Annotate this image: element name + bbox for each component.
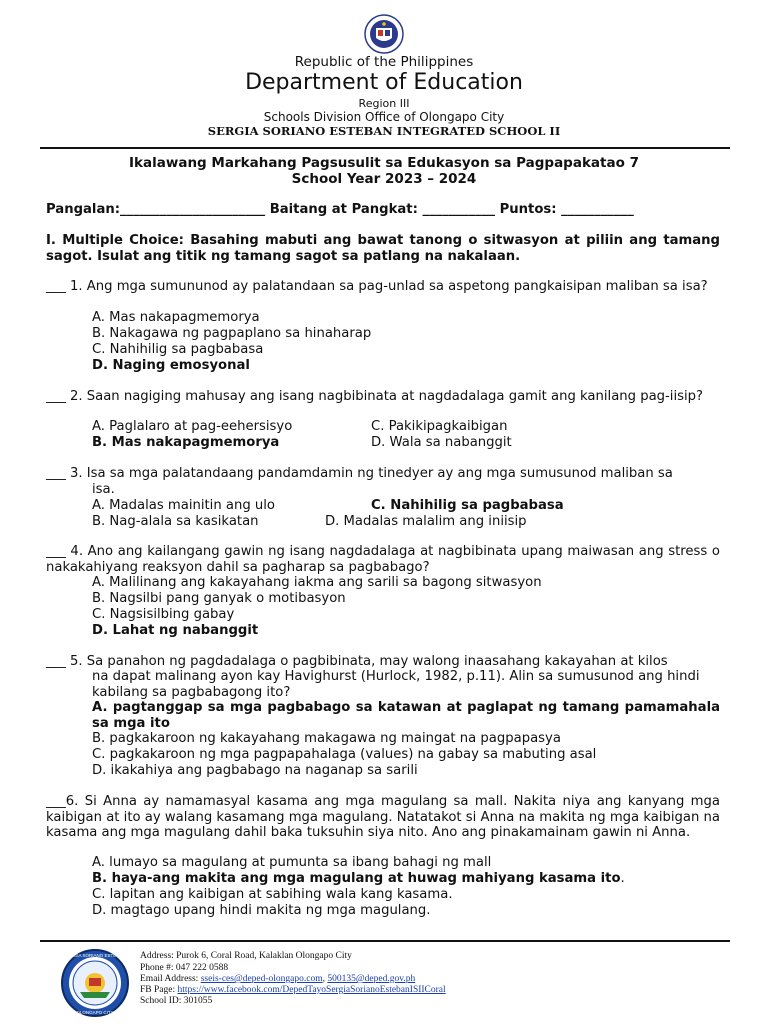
question-1-option-d-answer: D. Naging emosyonal	[92, 358, 250, 373]
school-name: SERGIA SORIANO ESTEBAN INTEGRATED SCHOOL II	[207, 124, 561, 138]
question-2-option-d: D. Wala sa nabanggit	[371, 435, 512, 450]
question-4-option-c: C. Nagsisilbing gabay	[92, 607, 235, 622]
question-3-option-a: A. Madalas mainitin ang ulo	[92, 498, 275, 513]
school-logo	[60, 948, 130, 1018]
question-5-option-c: C. pagkakaroon ng mga pagpapahalaga (values) na gabay sa mabuting asal	[92, 747, 597, 762]
department-title: Department of Education	[245, 70, 523, 95]
grade-label: Baitang at Pangkat:	[269, 202, 418, 217]
question-5-stem: ___ 5. Sa panahon ng pagdadalaga o pagbibinata, may walong inaasahang kakayahan at kilos	[46, 654, 668, 669]
footer-email-row	[140, 974, 415, 986]
instructions: I. Multiple Choice: Basahing mabuti ang bawat tanong o sitwasyon at piliin ang tamang sagot. Isulat ang titik ng tamang sagot sa patlang na nakalaan.	[46, 233, 720, 264]
school-logo-bottom-text: OLONGAPO CITY	[76, 1010, 114, 1015]
footer-email-link-2[interactable]: 500135@deped.gov.ph	[327, 974, 416, 984]
question-6-option-b-row	[92, 871, 625, 887]
footer-school-id: School ID: 301055	[140, 996, 213, 1006]
exam-title: Ikalawang Markahang Pagsusulit sa Edukasyon sa Pagpapakatao 7	[129, 155, 639, 171]
question-1-option-c: C. Nahihilig sa pagbabasa	[92, 342, 264, 357]
grade-blank: ___________	[422, 202, 495, 217]
question-2-option-a: A. Paglalaro at pag-eehersisyo	[92, 419, 293, 434]
question-3-stem: ___ 3. Isa sa mga palatandaang pandamdamin ng tinedyer ay ang mga sumusunod maliban sa	[46, 466, 673, 481]
footer-divider	[40, 940, 730, 942]
question-4-option-d-answer: D. Lahat ng nabanggit	[92, 623, 259, 638]
student-info-row	[46, 202, 634, 218]
division-label: Schools Division Office of Olongapo City	[263, 110, 505, 124]
footer-fb-link[interactable]: https://www.facebook.com/DepedTayoSergiaSorianoEstebanISIICoral	[177, 985, 446, 995]
footer-fb-label: FB Page:	[140, 985, 178, 995]
question-6-option-d: D. magtago upang hindi makita ng mga magulang.	[92, 903, 431, 918]
question-1-stem: ___ 1. Ang mga sumununod ay palatandaan sa pag-unlad sa aspetong pangkaisipan maliban sa isa?	[46, 279, 708, 294]
name-blank: ______________________	[120, 202, 266, 217]
score-label: Puntos:	[499, 202, 557, 217]
school-year: School Year 2023 – 2024	[291, 171, 477, 187]
question-6-stem: ___6. Si Anna ay namamasyal kasama ang mga magulang sa mall. Nakita niya ang kanyang mga kaibigan at ito ay walang kasamang mga magulang. Natatakot si Anna na makita ng mga kaibigan na kasama ang mga magulang dahil baka tuksuhin siya nito. Ano ang pinakamainam gawin ni Anna.	[46, 794, 720, 840]
name-label: Pangalan:	[46, 202, 121, 217]
question-5-option-a-answer: A. pagtanggap sa mga pagbabago sa katawan at paglapat ng tamang pamamahala sa mga ito	[92, 700, 720, 731]
footer-phone: Phone #: 047 222 0588	[140, 963, 229, 973]
question-2-option-b-answer: B. Mas nakapagmemorya	[92, 435, 280, 450]
footer-fb-row	[140, 985, 446, 997]
question-4-option-b: B. Nagsilbi pang ganyak o motibasyon	[92, 591, 346, 606]
question-2-option-c: C. Pakikipagkaibigan	[371, 419, 508, 434]
footer-email-separator: ,	[322, 974, 328, 984]
question-5-option-b: B. pagkakaroon ng kakayahang makagawa ng maingat na pagpapasya	[92, 731, 561, 746]
header-divider	[40, 147, 730, 149]
question-5-stem-continued: na dapat malinang ayon kay Havighurst (Hurlock, 1982, p.11). Alin sa sumusunod ang hindi kabilang sa pagbabagong ito?	[92, 669, 700, 700]
deped-seal-logo	[364, 14, 404, 54]
question-2-stem: ___ 2. Saan nagiging mahusay ang isang nagbibinata at nagdadalaga gamit ang kanilang pag-iisip?	[46, 389, 704, 404]
question-6-option-a: A. lumayo sa magulang at pumunta sa ibang bahagi ng mall	[92, 855, 492, 870]
question-4-option-a: A. Malilinang ang kakayahang iakma ang sarili sa bagong sitwasyon	[92, 575, 542, 590]
school-logo-top-text: SERGIA SORIANO ESTEBAN	[64, 953, 126, 958]
question-6-option-c: C. lapitan ang kaibigan at sabihing wala kang kasama.	[92, 887, 453, 902]
region-label: Region III	[358, 97, 410, 110]
footer-address: Address: Purok 6, Coral Road, Kalaklan Olongapo City	[140, 951, 352, 961]
score-blank: ___________	[561, 202, 634, 217]
question-1-option-a: A. Mas nakapagmemorya	[92, 310, 260, 325]
question-4-stem: ___ 4. Ano ang kailangang gawin ng isang nagdadalaga at nagbibinata upang maiwasan ang stress o nakakahiyang reaksyon dahil sa pagharap sa pagbabago?	[46, 544, 720, 575]
question-6-option-b-period: .	[620, 871, 625, 886]
footer-email-label: Email Address:	[140, 974, 201, 984]
republic-label: Republic of the Philippines	[294, 54, 474, 70]
question-3-option-d: D. Madalas malalim ang iniisip	[325, 514, 527, 529]
question-6-option-b-answer: B. haya-ang makita ang mga magulang at huwag mahiyang kasama ito	[92, 871, 621, 886]
footer-email-link-1[interactable]: sseis-ces@deped-olongapo.com	[200, 974, 323, 984]
question-3-option-b: B. Nag-alala sa kasikatan	[92, 514, 259, 529]
question-1-option-b: B. Nakagawa ng pagpaplano sa hinaharap	[92, 326, 372, 341]
question-3-stem-continued: isa.	[92, 482, 115, 497]
question-5-option-d: D. ikakahiya ang pagbabago na naganap sa sarili	[92, 763, 418, 778]
question-3-option-c-answer: C. Nahihilig sa pagbabasa	[371, 498, 564, 513]
